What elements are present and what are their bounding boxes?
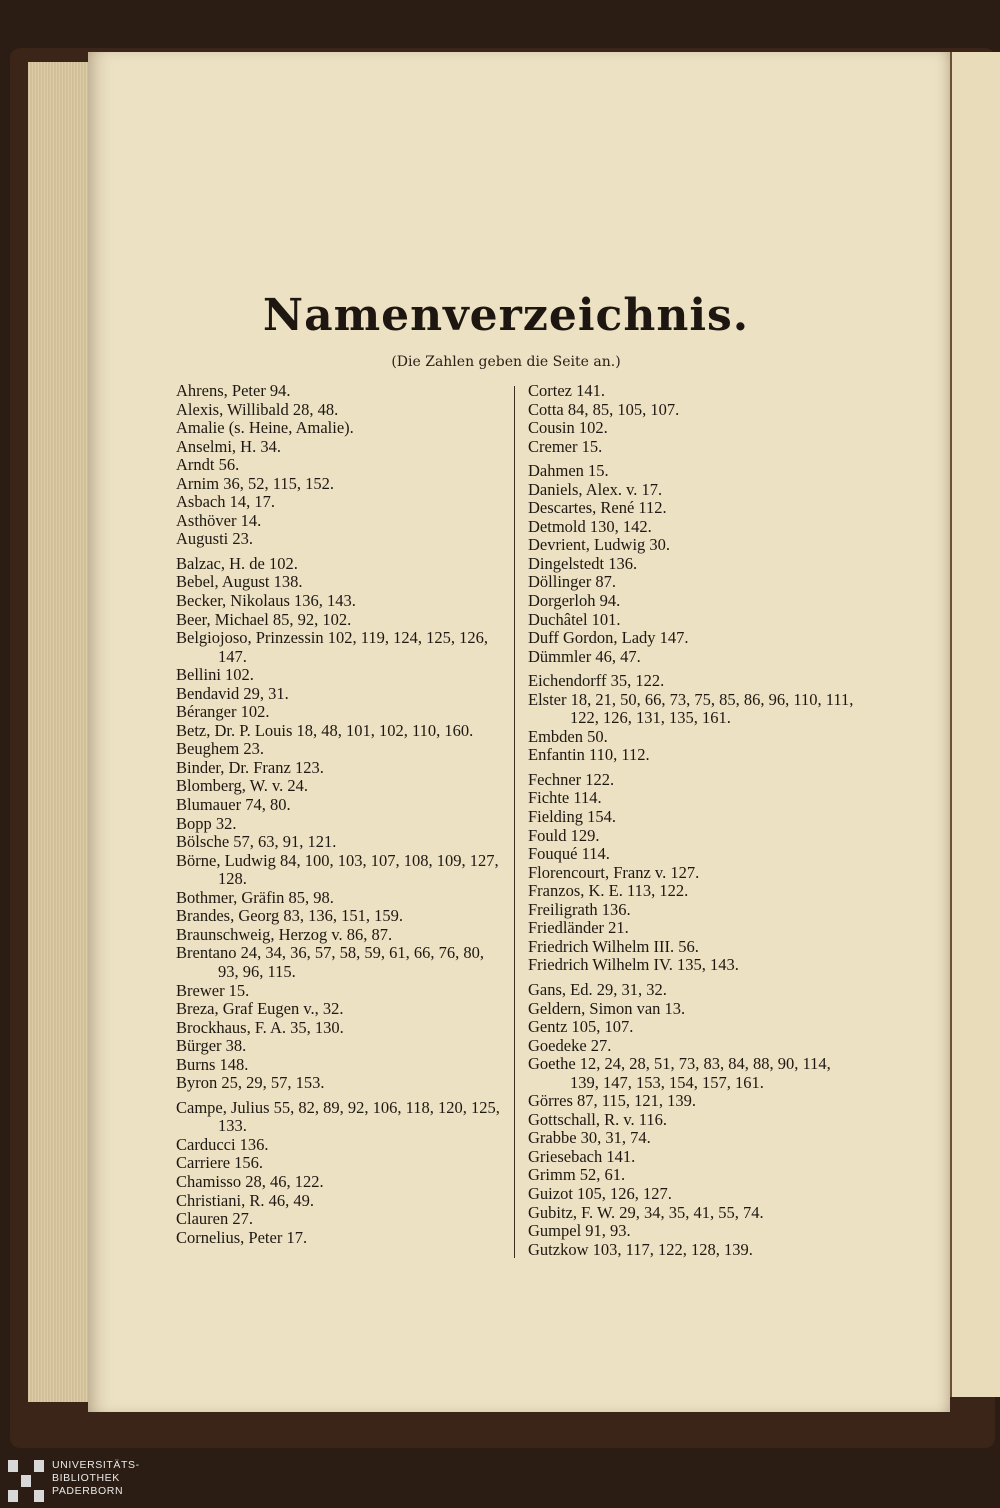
index-entry: Grimm 52, 61. [528,1165,626,1185]
index-entry: Braunschweig, Herzog v. 86, 87. [176,924,393,944]
index-entry: Bendavid 29, 31. [176,683,289,703]
index-entry: Ahrens, Peter 94. [176,381,291,400]
index-entry: Brandes, Georg 83, 136, 151, 159. [176,906,404,926]
index-entry: Fould 129. [528,825,600,845]
index-entry: Clauren 27. [176,1209,253,1229]
index-entry: Alexis, Willibald 28, 48. [176,399,339,419]
library-footer [0,1458,1000,1508]
index-column-right [528,382,858,1259]
index-entry: Asbach 14, 17. [176,492,275,512]
index-entry: Béranger 102. [176,702,270,722]
index-column-left [176,382,506,1247]
index-entry: Dingelstedt 136. [528,553,638,573]
index-entry: Dümmler 46, 47. [528,646,641,666]
index-entry: Chamisso 28, 46, 122. [176,1171,324,1191]
index-entry: Beer, Michael 85, 92, 102. [176,609,352,629]
library-name-line: BIBLIOTHEK [52,1472,120,1484]
index-entry: Blumauer 74, 80. [176,795,291,815]
index-entry: Geldern, Simon van 13. [528,998,686,1018]
library-name-line: UNIVERSITÄTS- [52,1459,140,1471]
index-entry: Fichte 114. [528,788,602,808]
index-entry: Amalie (s. Heine, Amalie). [176,418,354,438]
index-entry: Embden 50. [528,726,608,746]
index-entry: Brentano 24, 34, 36, 57, 58, 59, 61, 66, 76, 80, 93, 96, 115. [176,943,489,981]
index-entry: Cornelius, Peter 17. [176,1227,308,1247]
index-entry: Guizot 105, 126, 127. [528,1183,672,1203]
index-entry: Brewer 15. [176,980,250,1000]
index-entry: Detmold 130, 142. [528,516,652,536]
library-name-line: PADERBORN [52,1485,124,1497]
index-entry: Görres 87, 115, 121, 139. [528,1091,697,1111]
library-logo-icon [8,1460,46,1504]
facing-page-edge [950,52,1000,1397]
index-entry: Friedländer 21. [528,918,629,938]
page-subtitle: (Die Zahlen geben die Seite an.) [391,354,621,370]
index-entry: Bürger 38. [176,1036,247,1056]
index-entry: Gentz 105, 107. [528,1017,634,1037]
index-entry: Duchâtel 101. [528,609,621,629]
index-entry: Gubitz, F. W. 29, 34, 35, 41, 55, 74. [528,1202,764,1222]
index-entry: Arnim 36, 52, 115, 152. [176,473,334,493]
index-entry: Asthöver 14. [176,510,262,530]
index-entry: Campe, Julius 55, 82, 89, 92, 106, 118, 120, 125, 133. [176,1097,505,1136]
index-entry: Friedrich Wilhelm III. 56. [528,936,699,956]
index-entry: Anselmi, H. 34. [176,436,281,456]
index-entry: Börne, Ludwig 84, 100, 103, 107, 108, 109, 127, 128. [176,850,503,889]
index-entry: Balzac, H. de 102. [176,553,298,573]
index-entry: Goedeke 27. [528,1035,612,1055]
index-entry: Bellini 102. [176,665,254,685]
page-edges [28,62,90,1402]
index-entry: Christiani, R. 46, 49. [176,1190,314,1210]
index-entry: Carducci 136. [176,1134,269,1154]
index-entry: Augusti 23. [176,529,254,549]
index-entry: Beughem 23. [176,739,264,759]
index-entry: Cortez 141. [528,381,605,400]
index-entry: Binder, Dr. Franz 123. [176,757,324,777]
index-entry: Bothmer, Gräfin 85, 98. [176,887,334,907]
index-entry: Duff Gordon, Lady 147. [528,628,689,648]
index-entry: Cotta 84, 85, 105, 107. [528,399,680,419]
index-entry: Friedrich Wilhelm IV. 135, 143. [528,955,739,975]
index-entry: Bebel, August 138. [176,572,303,592]
index-entry: Dahmen 15. [528,461,609,481]
index-entry: Griesebach 141. [528,1146,636,1166]
index-entry: Freiligrath 136. [528,899,631,919]
index-entry: Breza, Graf Eugen v., 32. [176,999,344,1019]
column-divider [514,386,515,1258]
index-entry: Burns 148. [176,1054,249,1074]
index-entry: Belgiojoso, Prinzessin 102, 119, 124, 125, 126, 147. [176,628,493,666]
index-entry: Becker, Nikolaus 136, 143. [176,591,356,611]
index-entry: Gans, Ed. 29, 31, 32. [528,979,667,999]
index-entry: Gottschall, R. v. 116. [528,1109,668,1129]
index-entry: Fechner 122. [528,769,615,789]
index-entry: Fielding 154. [528,807,617,827]
index-entry: Fouqué 114. [528,844,610,864]
index-entry: Carriere 156. [176,1153,264,1173]
index-entry: Grabbe 30, 31, 74. [528,1128,651,1148]
index-entry: Descartes, René 112. [528,498,667,518]
index-entry: Devrient, Ludwig 30. [528,535,671,555]
index-entry: Blomberg, W. v. 24. [176,776,309,796]
index-entry: Cousin 102. [528,418,608,438]
index-entry: Florencourt, Franz v. 127. [528,862,700,882]
index-entry: Arndt 56. [176,455,240,475]
index-entry: Byron 25, 29, 57, 153. [176,1073,325,1093]
index-entry: Gumpel 91, 93. [528,1221,631,1241]
index-entry: Eichendorff 35, 122. [528,671,665,691]
index-entry: Enfantin 110, 112. [528,745,650,765]
index-entry: Döllinger 87. [528,572,616,592]
index-entry: Dorgerloh 94. [528,591,621,611]
index-entry: Elster 18, 21, 50, 66, 73, 75, 85, 86, 96, 110, 111, 122, 126, 131, 135, 161. [528,689,858,728]
index-entry: Daniels, Alex. v. 17. [528,479,663,499]
index-entry: Bölsche 57, 63, 91, 121. [176,832,337,852]
index-entry: Betz, Dr. P. Louis 18, 48, 101, 102, 110, 160. [176,720,474,740]
index-entry: Bopp 32. [176,813,237,833]
library-name [52,1459,140,1498]
index-entry: Goethe 12, 24, 28, 51, 73, 83, 84, 88, 90, 114, 139, 147, 153, 154, 157, 161. [528,1054,835,1092]
index-entry: Gutzkow 103, 117, 122, 128, 139. [528,1239,753,1259]
index-entry: Cremer 15. [528,436,603,456]
page-title: Namenverzeichnis. [262,290,750,341]
index-entry: Brockhaus, F. A. 35, 130. [176,1017,344,1037]
index-entry: Franzos, K. E. 113, 122. [528,881,689,901]
